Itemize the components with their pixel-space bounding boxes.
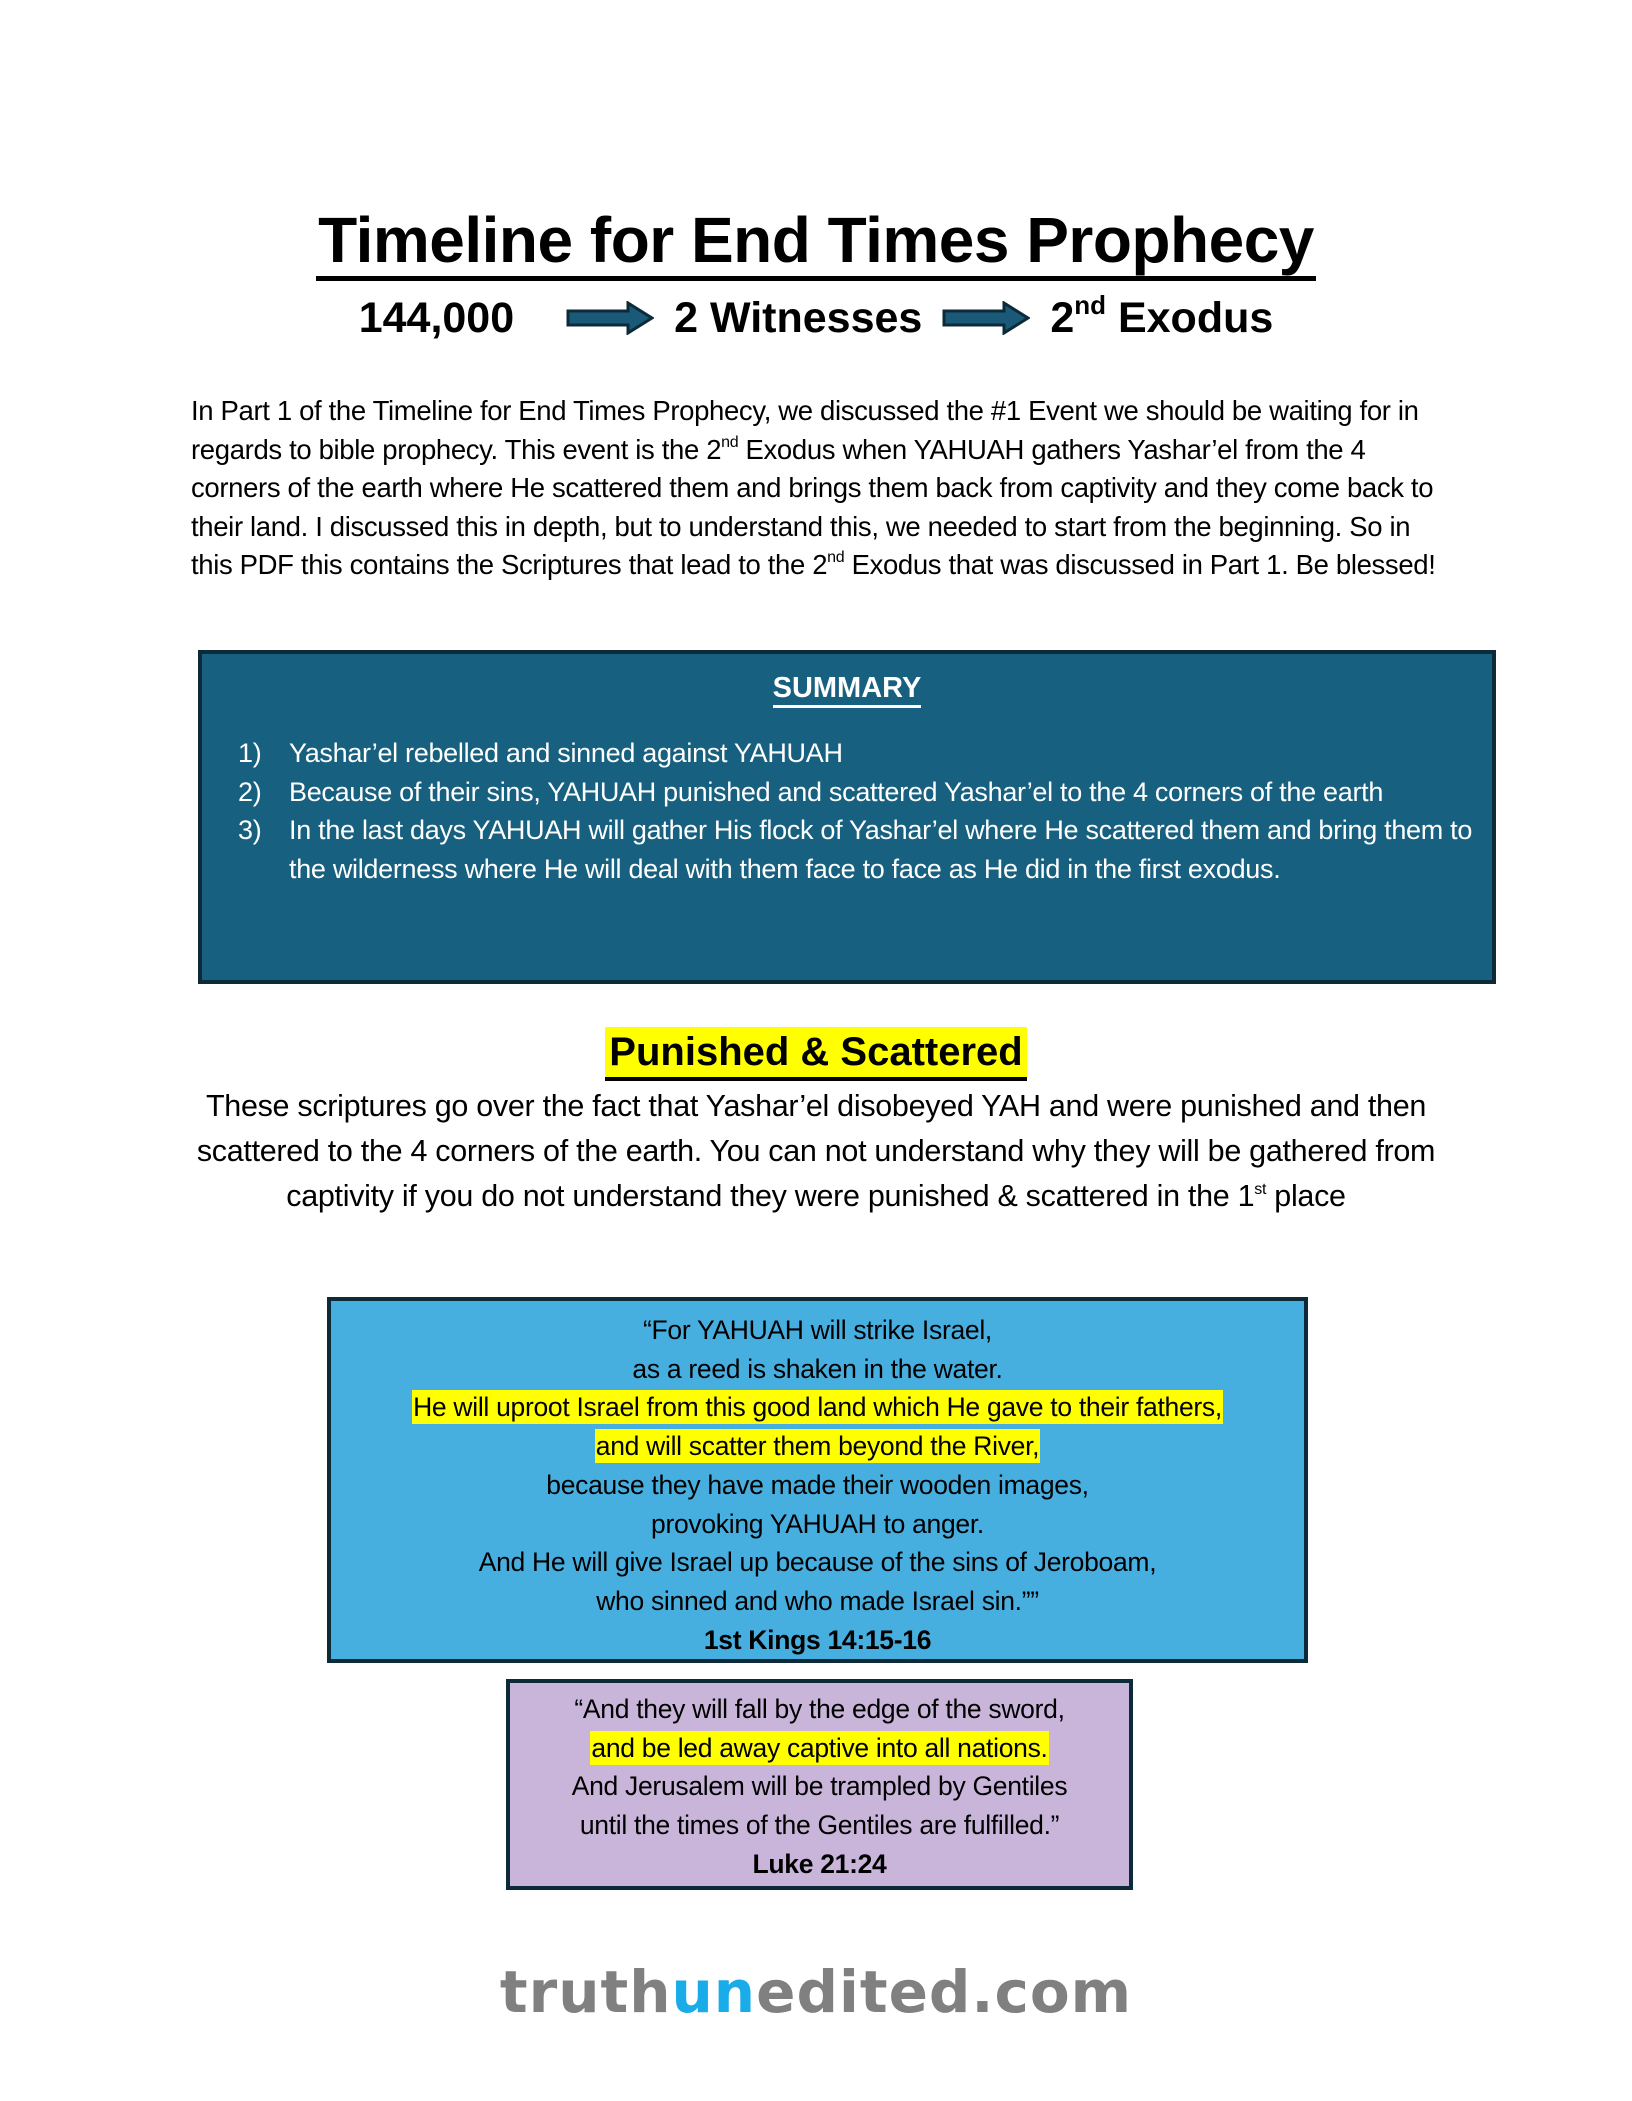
flow-step-label: Exodus [1106, 294, 1274, 342]
section-description [180, 1084, 1452, 1219]
timeline-flow [0, 288, 1632, 348]
item-number: 3) [238, 815, 262, 846]
verse-line [510, 1767, 1129, 1806]
verse-line-text: And Jerusalem will be trampled by Gentiles [571, 1771, 1068, 1802]
verse-line [510, 1806, 1129, 1845]
verse-line-text: who sinned and who made Israel sin.”” [596, 1585, 1039, 1616]
verse-line-highlighted [331, 1388, 1304, 1427]
summary-box [198, 650, 1496, 984]
verse-line-text: And He will give Israel up because of the sins of Jeroboam, [478, 1547, 1157, 1578]
verse-line-highlighted [331, 1427, 1304, 1466]
description-text: These scriptures go over the fact that Yashar’el disobeyed YAH and were punished and then scattered to the 4 corners of the earth. You can not understand why they will be gathered from captivity if you do not understand they were punished & scattered in the 1 [196, 1089, 1436, 1213]
verse-line [331, 1582, 1304, 1621]
verse-line-text: until the times of the Gentiles are fulfilled.” [579, 1810, 1060, 1841]
verse-line [331, 1543, 1304, 1582]
verse-line [331, 1350, 1304, 1389]
verse-line-text: “For YAHUAH will strike Israel, [643, 1315, 992, 1345]
item-text: In the last days YAHUAH will gather His flock of Yashar’el where He scattered them and bring them to the wilderness where He will deal with them face to face as He did in the first exodus. [289, 815, 1473, 884]
right-arrow-icon [942, 301, 1030, 335]
item-text: Because of their sins, YAHUAH punished and scattered Yashar’el to the 4 corners of the earth [289, 776, 1384, 807]
summary-item [238, 811, 1478, 888]
scripture-box-1-kings [327, 1297, 1308, 1663]
verse-line [331, 1311, 1304, 1350]
highlighted-text: and will scatter them beyond the River, [595, 1431, 1040, 1462]
description-text: place [1266, 1179, 1346, 1213]
verse-line-text: “And they will fall by the edge of the sword, [574, 1694, 1065, 1724]
section-title [0, 1024, 1632, 1081]
highlighted-text: and be led away captive into all nations. [591, 1732, 1048, 1763]
verse-line-text: provoking YAHUAH to anger. [651, 1508, 984, 1539]
verse-line [331, 1466, 1304, 1505]
item-number: 1) [238, 738, 262, 768]
item-number: 2) [238, 776, 262, 807]
summary-item [238, 773, 1478, 812]
section-title-text: Punished & Scattered [605, 1027, 1026, 1081]
summary-list [238, 734, 1478, 888]
intro-text: In Part 1 of the Timeline for End Times Prophecy, we discussed the #1 Event we should be waiting for in regards to bible prophecy. This event is the 2 [191, 395, 1419, 465]
intro-text: Exodus when YAHUAH gathers Yashar’el from the 4 corners of the earth where He scattered them and brings them back from captivity and they come back to their land. I discussed this in depth, but to understand this, we needed to start from the beginning. So in this PDF this contains the Scriptures that lead to the 2 [191, 433, 1434, 581]
summary-heading [202, 668, 1492, 708]
intro-paragraph [191, 392, 1451, 585]
right-arrow-icon [566, 301, 654, 335]
verse-line [510, 1690, 1129, 1729]
summary-item [238, 734, 1478, 773]
flow-step-number: 2 [1050, 294, 1075, 342]
scripture-reference: 1st Kings 14:15-16 [703, 1624, 932, 1655]
flow-step-2nd-exodus [1050, 288, 1273, 348]
highlighted-text: He will uproot Israel from this good land which He gave to their fathers, [413, 1392, 1222, 1423]
logo-accent-text: un [671, 1958, 757, 2026]
verse-line-text: because they have made their wooden images, [546, 1469, 1089, 1500]
logo-text: truth [499, 1958, 672, 2026]
verse-line [331, 1505, 1304, 1544]
flow-step-2-witnesses: 2 Witnesses [674, 294, 923, 342]
flow-step-144000: 144,000 [358, 294, 515, 342]
ordinal-suffix: nd [721, 433, 739, 451]
site-logo [0, 1958, 1632, 2026]
page-title-text: Timeline for End Times Prophecy [316, 204, 1316, 281]
verse-line-text: as a reed is shaken in the water. [632, 1353, 1003, 1384]
verse-line-highlighted [510, 1729, 1129, 1768]
scripture-box-luke [506, 1679, 1133, 1890]
logo-text: edited.com [756, 1958, 1133, 2026]
item-text: Yashar’el rebelled and sinned against YAHUAH [289, 738, 843, 768]
summary-heading-text: SUMMARY [773, 671, 922, 708]
intro-text: Exodus that was discussed in Part 1. Be blessed! [844, 549, 1436, 581]
scripture-reference: Luke 21:24 [752, 1848, 887, 1879]
ordinal-suffix: nd [827, 549, 845, 567]
ordinal-suffix: nd [1074, 290, 1107, 320]
ordinal-suffix: st [1254, 1181, 1267, 1198]
page-title [0, 200, 1632, 281]
